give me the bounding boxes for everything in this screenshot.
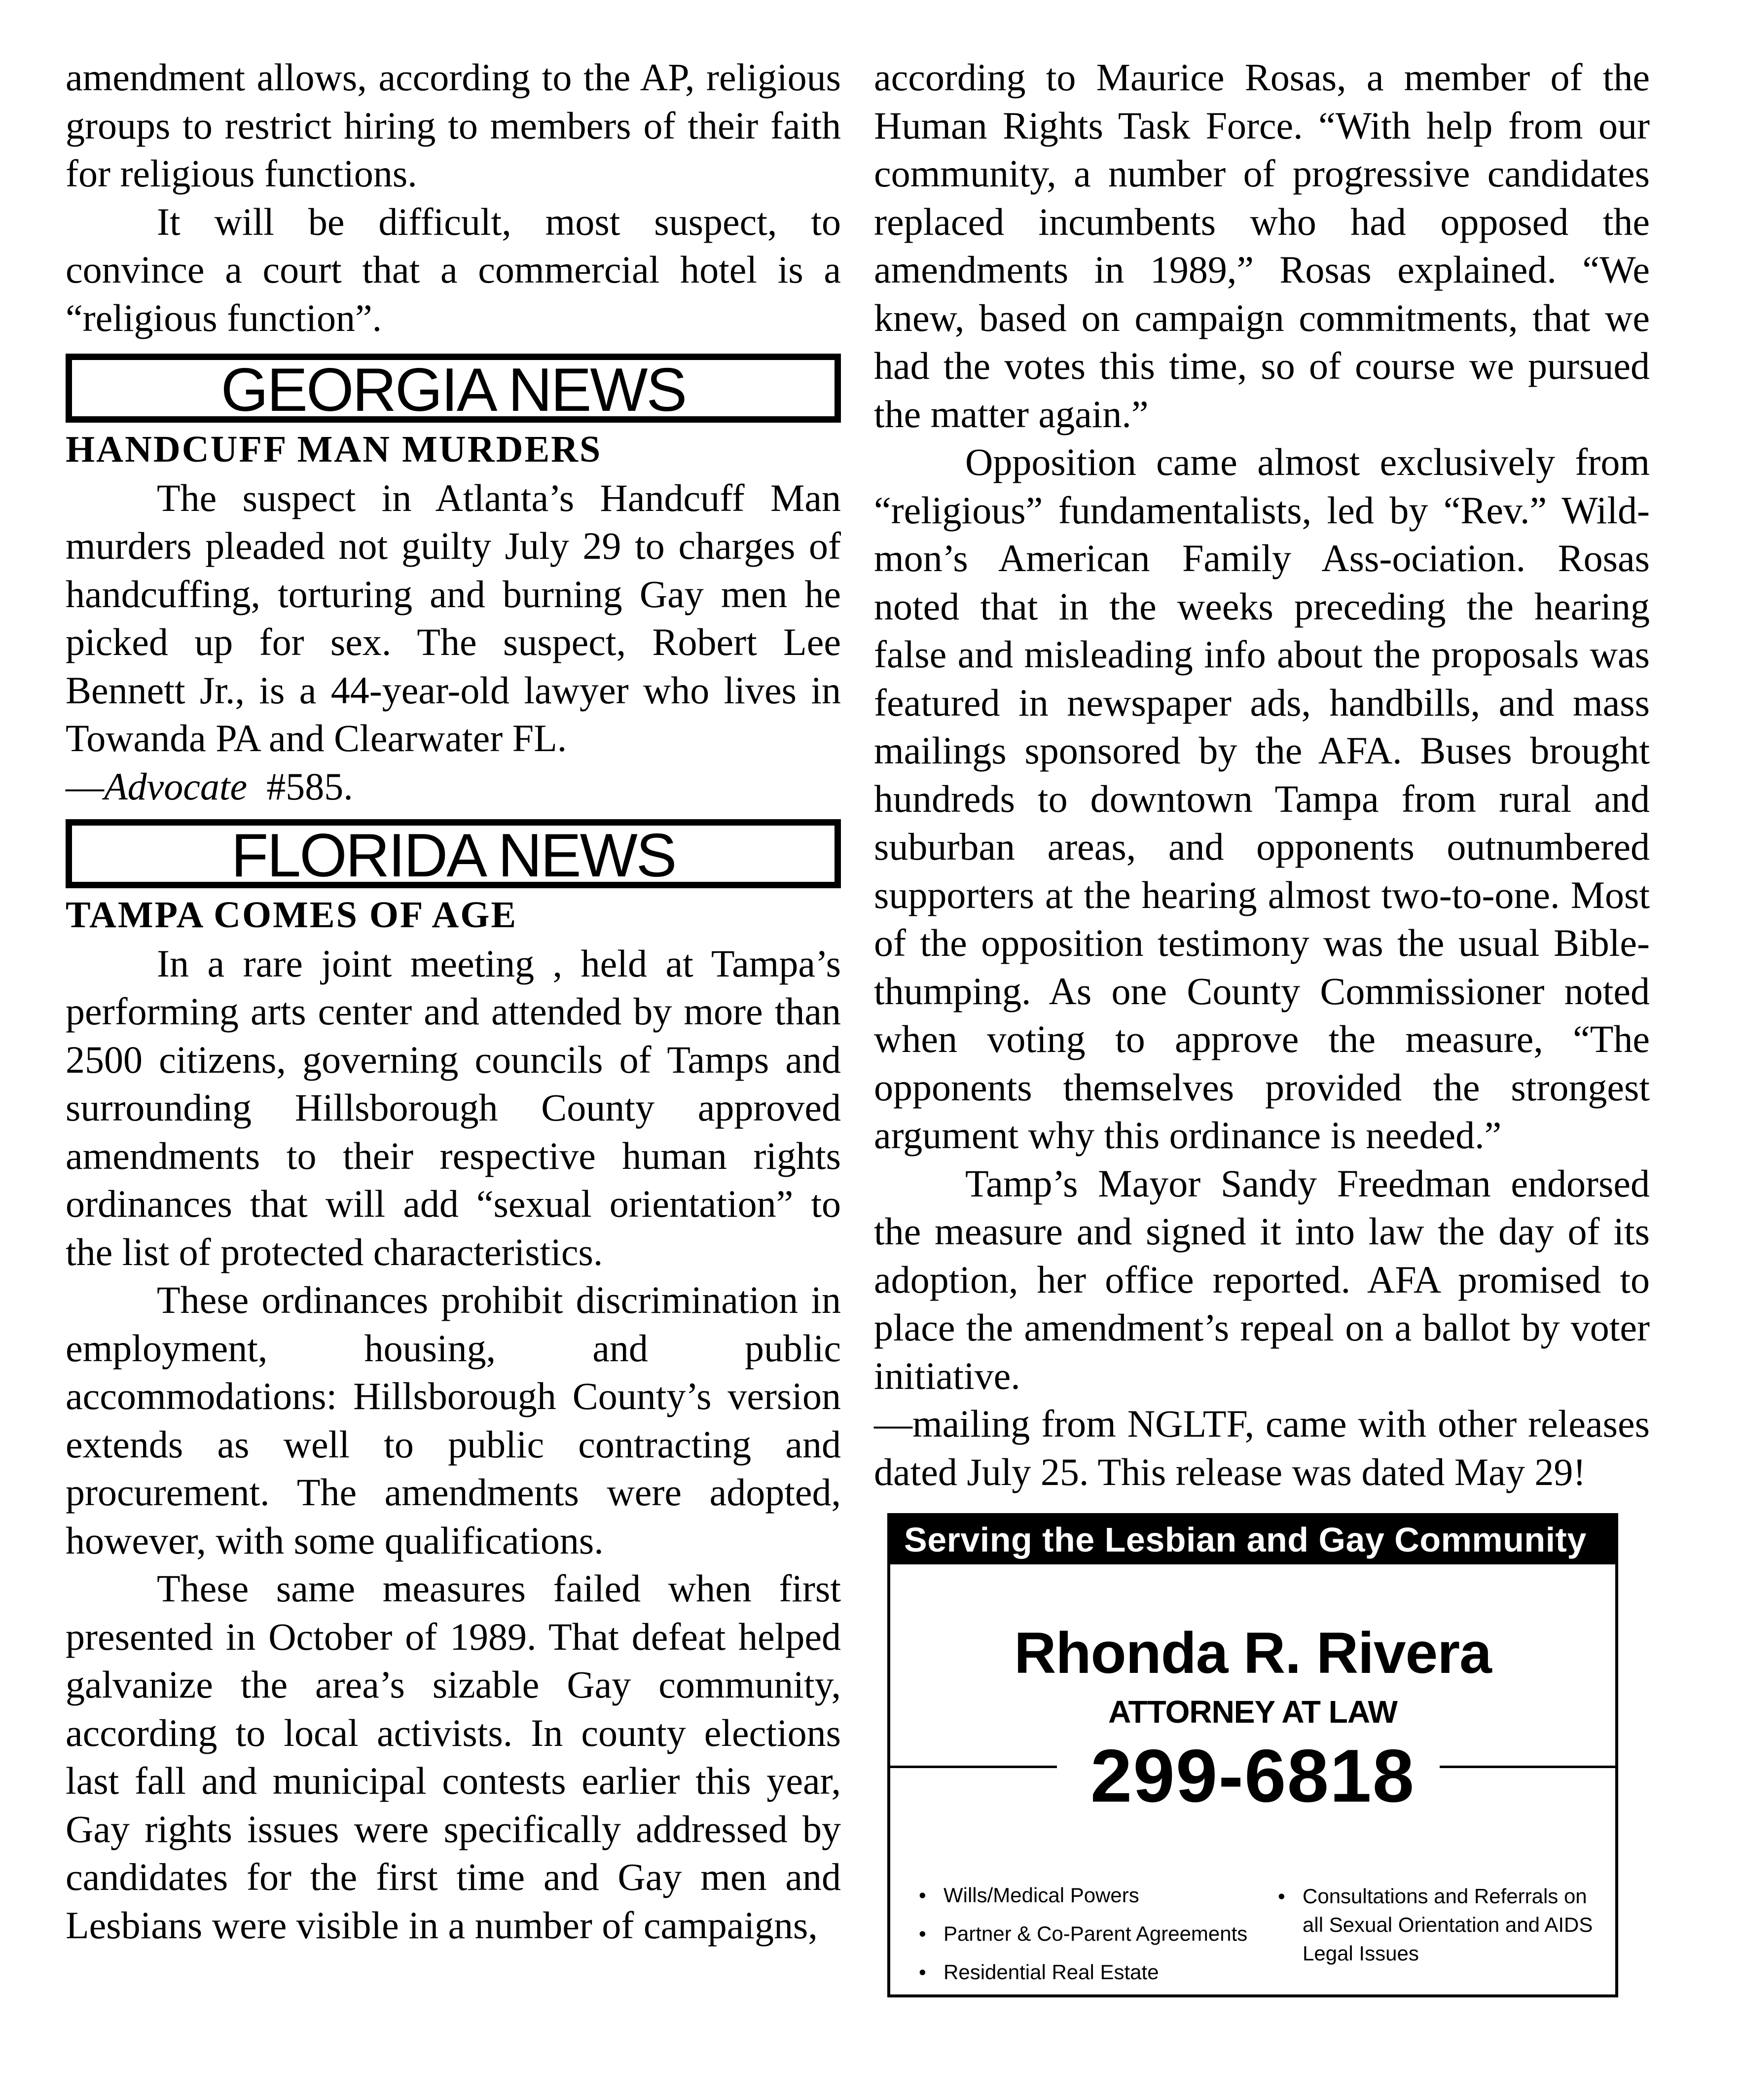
bullet-icon: • <box>919 1922 926 1945</box>
article-paragraph: according to Maurice Rosas, a member of the Human Rights Task Force. “With help from our community, a number of progressive candidates replaced incumbents who had opposed the amendments in 1989,” Rosas explained. “We knew, based on campaign commitments, that we had the votes this time, so of course we pursued the matter again.” <box>874 56 1650 435</box>
article-paragraph: Tamp’s Mayor Sandy Freedman endorsed the measure and signed it into law the day of its adoption, her office reported. AFA promised to place the amendment’s repeal on a ballot by voter initiative. <box>874 1161 1650 1397</box>
article-paragraph: Opposition came almost exclusively from “religious” fundamentalists, led by “Rev.” Wild-mon’s American Family Ass-ociation. Rosas noted that in the weeks preceding the hearing false and misleading info about the proposals was featured in newspaper ads, handbills, and mass mailings sponsored by the AFA. Buses brought hundreds to downtown Tampa from rural and suburban areas, and opponents outnumbered supporters at the hearing almost two-to-one. Most of the opposition testimony was the usual Bible-thumping. As one County Commissioner noted when voting to approve the measure, “The opponents themselves provided the strongest argument why this ordinance is needed.” <box>874 440 1650 1157</box>
article-headline: HANDCUFF MAN MURDERS <box>66 429 602 470</box>
attorney-advertisement <box>887 1513 1618 1997</box>
ad-services-list-right <box>1278 1882 1594 1978</box>
article-paragraph: In a rare joint meeting , held at Tampa’s performing arts center and attended by more than 2500 citizens, governing councils of Tamps and surrounding Hillsborough County approved amendments to their respective human rights ordinances that will add “sexual orientation” to the list of protected characteristics. <box>66 941 841 1273</box>
article-source-note: —mailing from NGLTF, came with other releases dated July 25. This release was dated May 29! <box>874 1402 1650 1493</box>
ad-attorney-name: Rhonda R. Rivera <box>1014 1621 1491 1686</box>
florida-news-section-header <box>66 819 841 888</box>
left-column <box>66 53 841 1949</box>
article-attribution: —Advocate #585. <box>66 764 353 808</box>
article-headline: TAMPA COMES OF AGE <box>66 894 518 936</box>
ad-services-list-left <box>919 1881 1264 1996</box>
bullet-icon: • <box>919 1883 926 1907</box>
section-title: GEORGIA NEWS <box>220 356 686 424</box>
source-name: Advocate <box>104 764 248 808</box>
ad-service-item: • Wills/Medical Powers <box>919 1881 1264 1910</box>
source-issue: #585. <box>266 764 353 808</box>
article-paragraph: These same measures failed when first presented in October of 1989. That defeat helped galvanize the area’s sizable Gay community, according to local activists. In county elections last fall and municipal contests earlier this year, Gay rights issues were specifically addressed by candidates for the first time and Gay men and Lesbians were visible in a number of campaigns, <box>66 1567 841 1947</box>
bullet-icon: • <box>919 1960 926 1984</box>
article-paragraph: These ordinances prohibit discrimination in employment, housing, and public accommodations: Hillsborough County’s version extends as well to public contracting and procurement. The amendments were adopted, however, with some qualifications. <box>66 1278 841 1562</box>
ad-service-item: • Residential Real Estate <box>919 1958 1264 1987</box>
article-continuation-paragraph: amendment allows, according to the AP, religious groups to restrict hiring to members of their faith for religious functions. <box>66 56 841 195</box>
ad-phone-number: 299-6818 <box>1090 1734 1415 1818</box>
ad-service-item: • Partner & Co-Parent Agreements <box>919 1919 1264 1948</box>
article-paragraph: The suspect in Atlanta’s Handcuff Man murders pleaded not guilty July 29 to charges of handcuffing, torturing and burning Gay men he picked up for sex. The suspect, Robert Lee Bennett Jr., is a 44-year-old lawyer who lives in Towanda PA and Clearwater FL. <box>66 476 841 760</box>
bullet-icon: • <box>1278 1884 1285 1908</box>
ad-attorney-title: ATTORNEY AT LAW <box>1108 1694 1397 1730</box>
ad-banner: Serving the Lesbian and Gay Community <box>890 1516 1615 1564</box>
georgia-news-section-header <box>66 354 841 423</box>
section-title: FLORIDA NEWS <box>231 822 676 890</box>
ad-service-item: • Consultations and Referrals on all Sexual Orientation and AIDS Legal Issues <box>1278 1882 1594 1968</box>
article-continuation-paragraph: It will be difficult, most suspect, to convince a court that a commercial hotel is a “religious function”. <box>66 200 841 339</box>
right-column <box>874 53 1650 1496</box>
